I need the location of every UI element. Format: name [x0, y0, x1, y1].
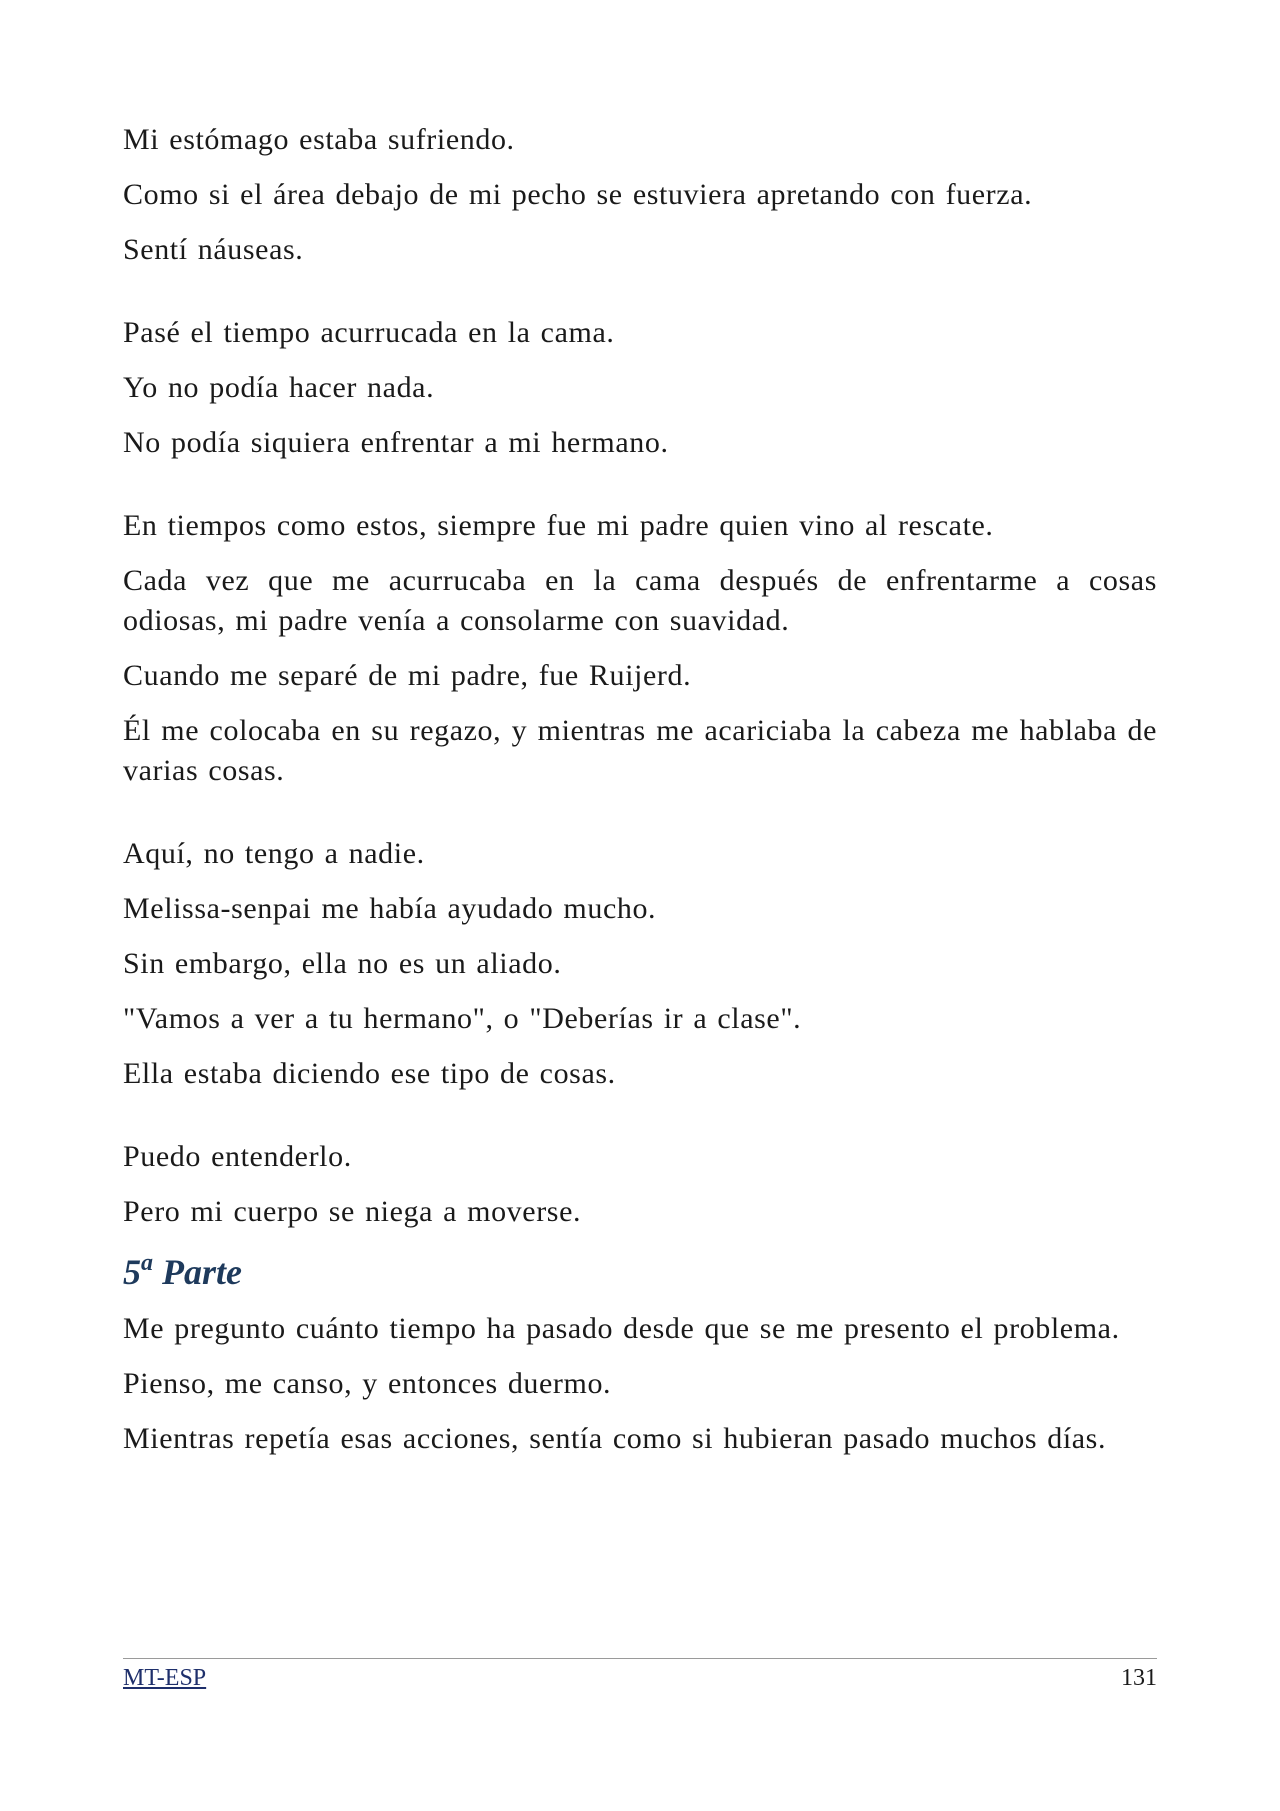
page-number: 131 [1121, 1665, 1157, 1691]
paragraph: Él me colocaba en su regazo, y mientras me acariciaba la cabeza me hablaba de varias cosas. [123, 714, 1157, 787]
paragraph: Melissa-senpai me había ayudado mucho. [123, 892, 657, 925]
paragraph: Cada vez que me acurrucaba en la cama después de enfrentarme a cosas odiosas, mi padre venía a consolarme con suavidad. [123, 564, 1157, 637]
paragraph: Mi estómago estaba sufriendo. [123, 123, 515, 156]
paragraph: Mientras repetía esas acciones, sentía como si hubieran pasado muchos días. [123, 1422, 1107, 1455]
paragraph: Aquí, no tengo a nadie. [123, 837, 425, 870]
paragraph: Me pregunto cuánto tiempo ha pasado desde que se me presento el problema. [123, 1312, 1120, 1345]
paragraph: Pasé el tiempo acurrucada en la cama. [123, 316, 615, 349]
paragraph: Sin embargo, ella no es un aliado. [123, 947, 562, 980]
page-footer [123, 1658, 1157, 1693]
paragraph: Puedo entenderlo. [123, 1140, 352, 1173]
page-body [123, 120, 1157, 1459]
paragraph: Pero mi cuerpo se niega a moverse. [123, 1195, 582, 1228]
paragraph: Cuando me separé de mi padre, fue Ruijerd. [123, 659, 692, 692]
heading-ordinal: a [141, 1250, 153, 1276]
section-heading [123, 1249, 1157, 1295]
paragraph: No podía siquiera enfrentar a mi hermano. [123, 426, 669, 459]
heading-title: Parte [162, 1252, 242, 1292]
paragraph: Pienso, me canso, y entonces duermo. [123, 1367, 612, 1400]
footer-link[interactable]: MT-ESP [123, 1665, 207, 1691]
paragraph: Como si el área debajo de mi pecho se estuviera apretando con fuerza. [123, 178, 1033, 211]
paragraph: En tiempos como estos, siempre fue mi padre quien vino al rescate. [123, 509, 994, 542]
paragraph: Ella estaba diciendo ese tipo de cosas. [123, 1057, 616, 1090]
paragraph: "Vamos a ver a tu hermano", o "Deberías ir a clase". [123, 1002, 802, 1035]
heading-number: 5 [123, 1252, 141, 1292]
paragraph: Yo no podía hacer nada. [123, 371, 435, 404]
paragraph: Sentí náuseas. [123, 233, 304, 266]
